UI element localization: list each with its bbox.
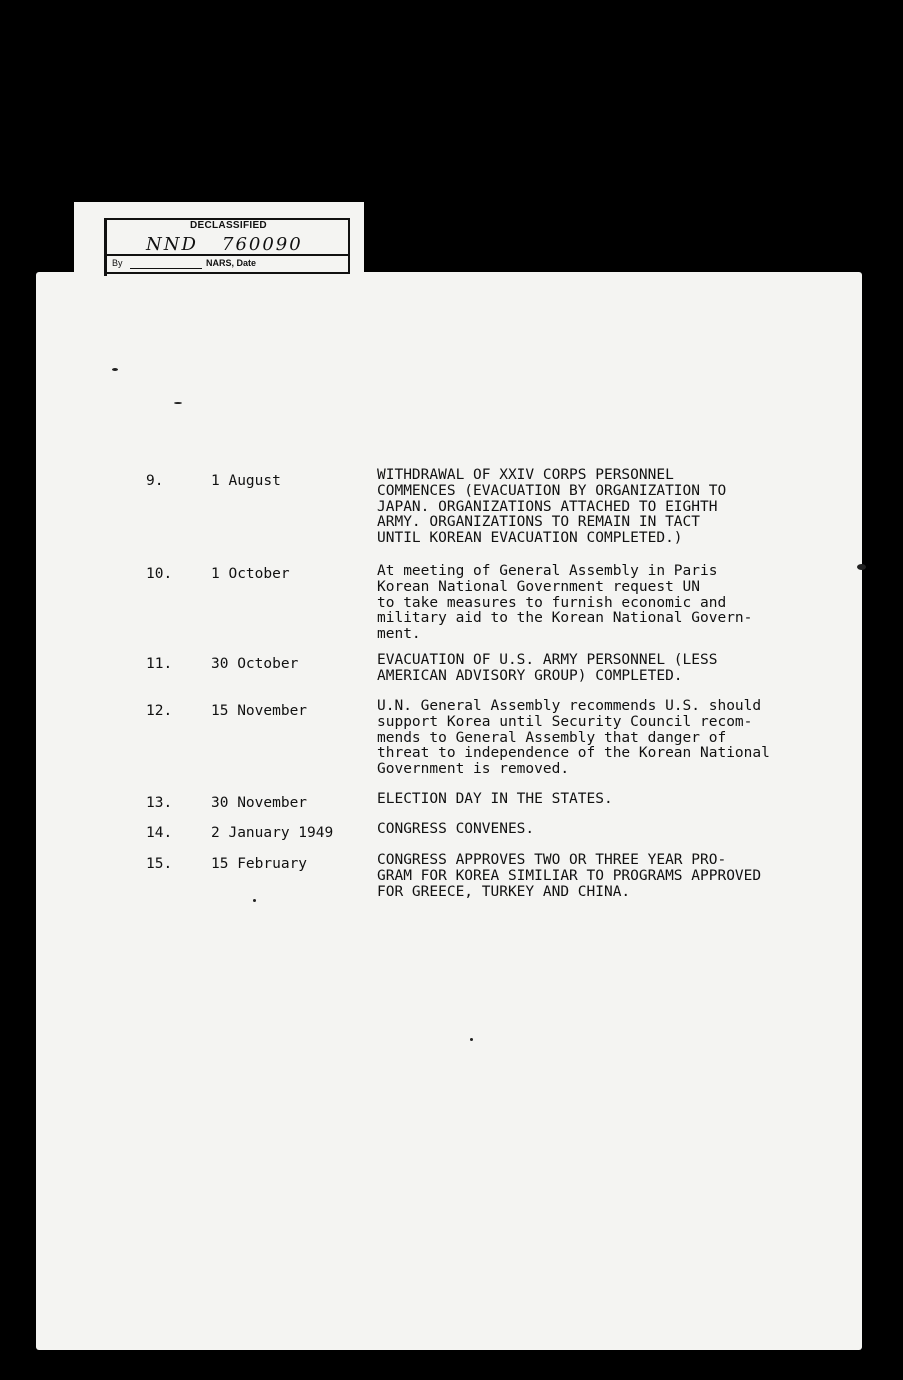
description-line: Government is removed. [377,761,570,778]
description-line: U.N. General Assembly recommends U.S. should [377,698,762,714]
entry-number: 12. [146,703,173,719]
description-line: EVACUATION OF U.S. ARMY PERSONNEL (LESS [377,652,718,668]
description-line: CONGRESS APPROVES TWO OR THREE YEAR PRO- [377,852,727,868]
entry-description [377,699,807,778]
stamp-by-label: By [112,258,123,268]
description-line: support Korea until Security Council recom- [377,713,753,730]
entry-number: 10. [146,566,173,582]
entry-date: 15 November [211,703,308,719]
description-line: threat to independence of the Korean National [377,745,770,762]
scan-speck [470,1038,473,1041]
stamp-border [104,218,107,276]
description-line: military aid to the Korean National Govern- [377,610,753,627]
stamp-signature-line [130,268,202,269]
stamp-number: 760090 [222,234,303,255]
entry-date: 1 October [211,566,290,582]
scan-speck [174,402,182,404]
scan-speck [253,899,256,902]
entry-date: 1 August [211,473,281,489]
entry-description [377,822,807,838]
entry-number: 14. [146,825,173,841]
description-line: mends to General Assembly that danger of [377,729,727,746]
stamp-title: DECLASSIFIED [190,220,267,231]
description-line: ARMY. ORGANIZATIONS TO REMAIN IN TACT [377,514,701,531]
entry-number: 9. [146,473,164,489]
entry-date: 30 October [211,656,299,672]
description-line: AMERICAN ADVISORY GROUP) COMPLETED. [377,667,683,684]
entry-number: 15. [146,856,173,872]
entry-date: 15 February [211,856,308,872]
entry-date: 2 January 1949 [211,825,334,841]
description-line: UNTIL KOREAN EVACUATION COMPLETED.) [377,530,683,547]
entry-number: 13. [146,795,173,811]
stamp-nars-label: NARS, Date [206,258,257,268]
scan-speck [112,368,118,371]
description-line: JAPAN. ORGANIZATIONS ATTACHED TO EIGHTH [377,498,718,515]
description-line: GRAM FOR KOREA SIMILIAR TO PROGRAMS APPROVED [377,867,762,884]
entry-description [377,792,807,808]
description-line: Korean National Government request UN [377,578,701,595]
description-line: ment. [377,626,421,643]
description-line: At meeting of General Assembly in Paris [377,563,718,579]
scan-speck [857,564,866,570]
description-line: COMMENCES (EVACUATION BY ORGANIZATION TO [377,482,727,499]
description-line: FOR GREECE, TURKEY AND CHINA. [377,883,631,900]
entry-number: 11. [146,656,173,672]
stamp-authority: NND [146,234,198,255]
entry-description [377,653,807,685]
entry-description [377,468,807,547]
description-line: WITHDRAWAL OF XXIV CORPS PERSONNEL [377,467,674,483]
entry-description [377,564,807,643]
entry-date: 30 November [211,795,308,811]
description-line: to take measures to furnish economic and [377,594,727,611]
declassification-stamp [104,218,350,274]
stamp-divider [106,254,348,256]
description-line: ELECTION DAY IN THE STATES. [377,791,613,807]
entry-description [377,853,807,900]
description-line: CONGRESS CONVENES. [377,821,535,837]
